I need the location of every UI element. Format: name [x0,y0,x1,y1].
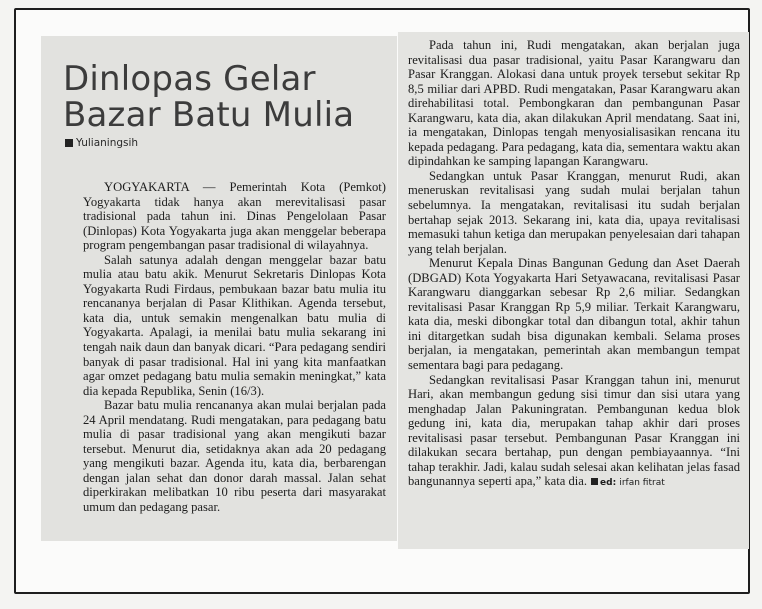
editor-square-icon [591,478,598,485]
paragraph: Sedangkan untuk Pasar Kranggan, menurut Rudi, akan meneruskan revitalisasi yang sudah mulai berjalan tahun sebelumnya. Ia mengatakan, revitalisasi itu sudah berjalan bertahap sejak 2013. Sekarang ini, kata dia, upaya revitalisasi memasuki tahun ketiga dan merupakan penyelesaian dari tahapan yang telah berjalan. [408,168,740,256]
article-body-left [83,180,386,515]
clipping-left-column [41,36,397,541]
byline-square-icon [65,139,73,147]
paragraph-text: Sedangkan revitalisasi Pasar Kranggan tahun ini, menurut Hari, akan membangun gedung sisi timur dan sisi utara yang menghadap Jalan Pakuningratan. Pembangunan kedua blok gedung ini, kata dia, merupakan tahap akhir dari proses revitalisasi pasar tersebut. Pembangunan Pasar Kranggan ini dilakukan secara bertahap, pun dengan pembiayaannya. “Ini tahap terakhir. Jadi, kalau sudah selesai akan kelihatan jelas fasad bangunannya seperti apa,” kata dia. [408,372,740,489]
paragraph: YOGYAKARTA — Pemerintah Kota (Pemkot) Yogyakarta tidak hanya akan merevitalisasi pasar tradisional pada tahun ini. Dinas Pengelolaan Pasar (Dinlopas) Kota Yogyakarta juga akan menggelar beberapa program pengembangan pasar tradisional di wilayahnya. [83,180,386,253]
clipping-right-column [398,32,749,549]
article-body-right [408,38,740,491]
paragraph: Bazar batu mulia rencananya akan mulai berjalan pada 24 April mendatang. Rudi mengatakan, para pedagang batu mulia di pasar tradisional yang akan mengikuti bazar tersebut. Menurut dia, setidaknya akan ada 20 pedagang yang mengikuti bazar. Agenda itu, kata dia, berbarengan dengan jalan sehat dan donor darah massal. Jalan sehat diperkirakan melibatkan 10 ribu peserta dari masyarakat umum dan pedagang pasar. [83,398,386,515]
editor-name: irfan fitrat [619,478,665,489]
byline [65,137,138,149]
editor-label: ed: [600,478,617,489]
paragraph: Salah satunya adalah dengan menggelar bazar batu mulia atau batu akik. Menurut Sekretaris Dinlopas Kota Yogyakarta Rudi Firdaus, pembukaan bazar batu mulia itu rencananya berjalan di Pasar Klithikan. Agenda tersebut, kata dia, untuk semakin mengenalkan batu mulia di Yogyakarta. Apalagi, ia menilai batu mulia sekarang ini tengah naik daun dan banyak dicari. “Para pedagang sendiri banyak di pasar tradisional. Hal ini yang kita manfaatkan agar omzet pedagang batu mulia semakin meningkat,” kata dia kepada Republika, Senin (16/3). [83,252,386,398]
paragraph: Menurut Kepala Dinas Bangunan Gedung dan Aset Daerah (DBGAD) Kota Yogyakarta Hari Setyawacana, revitalisasi Pasar Karangwaru dianggarkan sebesar Rp 2,6 miliar. Sedangkan revitalisasi Pasar Kranggan Rp 5,9 miliar. Terkait Karangwaru, kata dia, meski dibongkar total dan dibangun total, akhir tahun ini ditargetkan sudah bisa digunakan kembali. Selama proses berjalan, ia mengatakan, pemerintah akan membangun tempat sementara bagi para pedagang. [408,256,740,373]
paragraph [408,373,740,491]
paragraph: Pada tahun ini, Rudi mengatakan, akan berjalan juga revitalisasi dua pasar tradisional, yaitu Pasar Karangwaru dan Pasar Kranggan. Alokasi dana untuk proyek tersebut sekitar Rp 8,5 miliar dari APBD. Rudi mengatakan, Pasar Karangwaru akan direhabilitasi total. Pembongkaran dan pembangunan Pasar Karangwaru, kata dia, akan dilakukan April mendatang. Saat ini, ia mengatakan, Dinlopas tengah menyosialisasikan rencana itu kepada pedagang. Para pedagang, kata dia, sementara waktu akan dipindahkan ke samping lapangan Karangwaru. [408,38,740,169]
headline: Dinlopas Gelar Bazar Batu Mulia [63,59,355,135]
editor-credit [587,474,665,488]
byline-author: Yulianingsih [76,137,139,149]
